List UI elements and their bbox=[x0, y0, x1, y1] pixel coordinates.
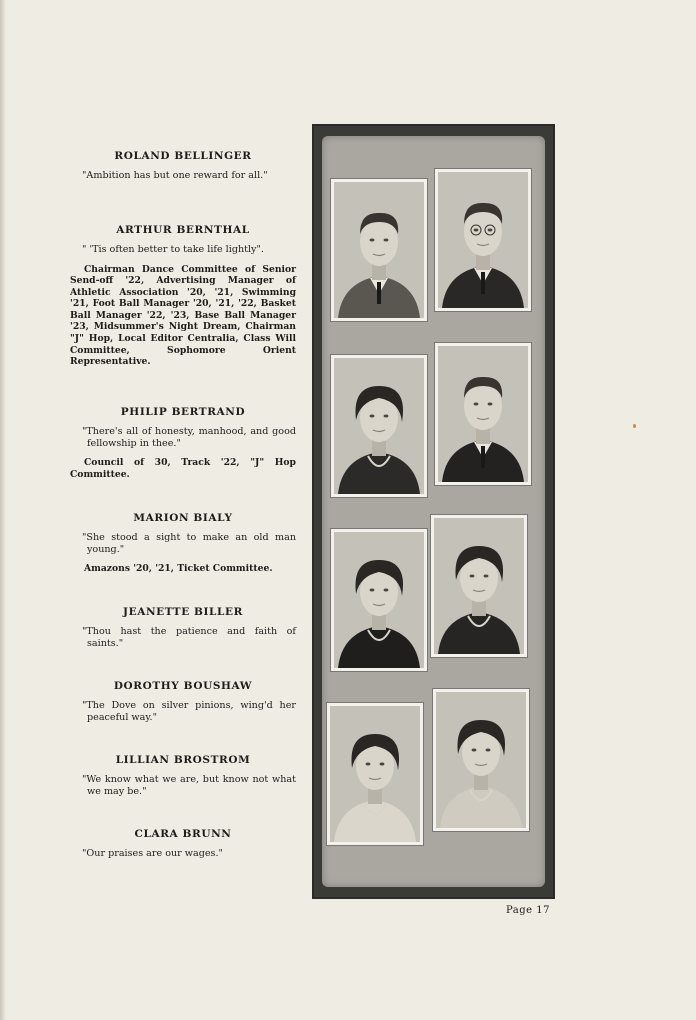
entry-marion-bialy bbox=[70, 512, 296, 575]
entry-name: CLARA BRUNN bbox=[134, 828, 232, 840]
entry-quote: "Ambition has but one reward for all." bbox=[82, 170, 268, 181]
entry-quote: "The Dove on silver pinions, wing'd her peaceful way." bbox=[82, 700, 296, 723]
entry-name: LILLIAN BROSTROM bbox=[115, 754, 251, 766]
portrait-image bbox=[438, 346, 528, 482]
portrait-photo bbox=[326, 702, 424, 846]
entry-roland-bellinger bbox=[70, 150, 296, 182]
entry-activities: Chairman Dance Committee of Senior Send-off '22, Advertising Manager of Athletic Association '20, '21, Swimming '21, Foot Ball Manager '20, '21, '22, Basket Ball Manager '22, '23, Base Ball Manager '23, Midsummer's Night Dream, Chairman "J" Hop, Local Editor Centralia, Class Will Committee, Sophomore Orient Representative. bbox=[70, 263, 296, 368]
entry-name: ROLAND BELLINGER bbox=[114, 150, 252, 162]
entry-dorothy-boushaw bbox=[70, 680, 296, 723]
portrait-photo bbox=[434, 342, 532, 486]
entry-quote: "We know what we are, but know not what we may be." bbox=[82, 774, 296, 797]
entry-name: PHILIP BERTRAND bbox=[120, 406, 246, 418]
entry-name: DOROTHY BOUSHAW bbox=[113, 680, 253, 692]
entry-name: JEANETTE BILLER bbox=[123, 606, 243, 618]
photo-strip bbox=[312, 124, 555, 899]
entry-lillian-brostrom bbox=[70, 754, 296, 797]
portrait-image bbox=[330, 706, 420, 842]
entry-quote: "Our praises are our wages." bbox=[82, 848, 223, 859]
entry-quote: "There's all of honesty, manhood, and good fellowship in thee." bbox=[82, 426, 296, 449]
portrait-photo bbox=[330, 354, 428, 498]
portrait-image bbox=[334, 182, 424, 318]
portrait-photo bbox=[434, 168, 532, 312]
portrait-image bbox=[436, 692, 526, 828]
portrait-photo bbox=[330, 178, 428, 322]
entry-philip-bertrand bbox=[70, 406, 296, 480]
entry-arthur-bernthal bbox=[70, 224, 296, 368]
entry-quote: "Thou hast the patience and faith of saints." bbox=[82, 626, 296, 649]
page-edge bbox=[0, 0, 6, 1020]
entry-name: ARTHUR BERNTHAL bbox=[116, 224, 250, 236]
entry-clara-brunn bbox=[70, 828, 296, 860]
portrait-image bbox=[334, 532, 424, 668]
entry-quote: " 'Tis often better to take life lightly". bbox=[82, 244, 264, 255]
entry-quote: "She stood a sight to make an old man young." bbox=[82, 532, 296, 555]
portrait-image bbox=[434, 518, 524, 654]
paper-speck bbox=[633, 424, 636, 428]
entry-name: MARION BIALY bbox=[133, 512, 233, 524]
portrait-photo bbox=[432, 688, 530, 832]
page-number: Page 17 bbox=[506, 905, 550, 916]
entry-jeanette-biller bbox=[70, 606, 296, 649]
photo-strip-mat bbox=[322, 136, 545, 887]
portrait-photo bbox=[330, 528, 428, 672]
portrait-photo bbox=[430, 514, 528, 658]
entry-activities: Council of 30, Track '22, "J" Hop Committee. bbox=[70, 457, 296, 480]
portrait-image bbox=[438, 172, 528, 308]
portrait-image bbox=[334, 358, 424, 494]
entry-activities: Amazons '20, '21, Ticket Committee. bbox=[84, 563, 273, 574]
